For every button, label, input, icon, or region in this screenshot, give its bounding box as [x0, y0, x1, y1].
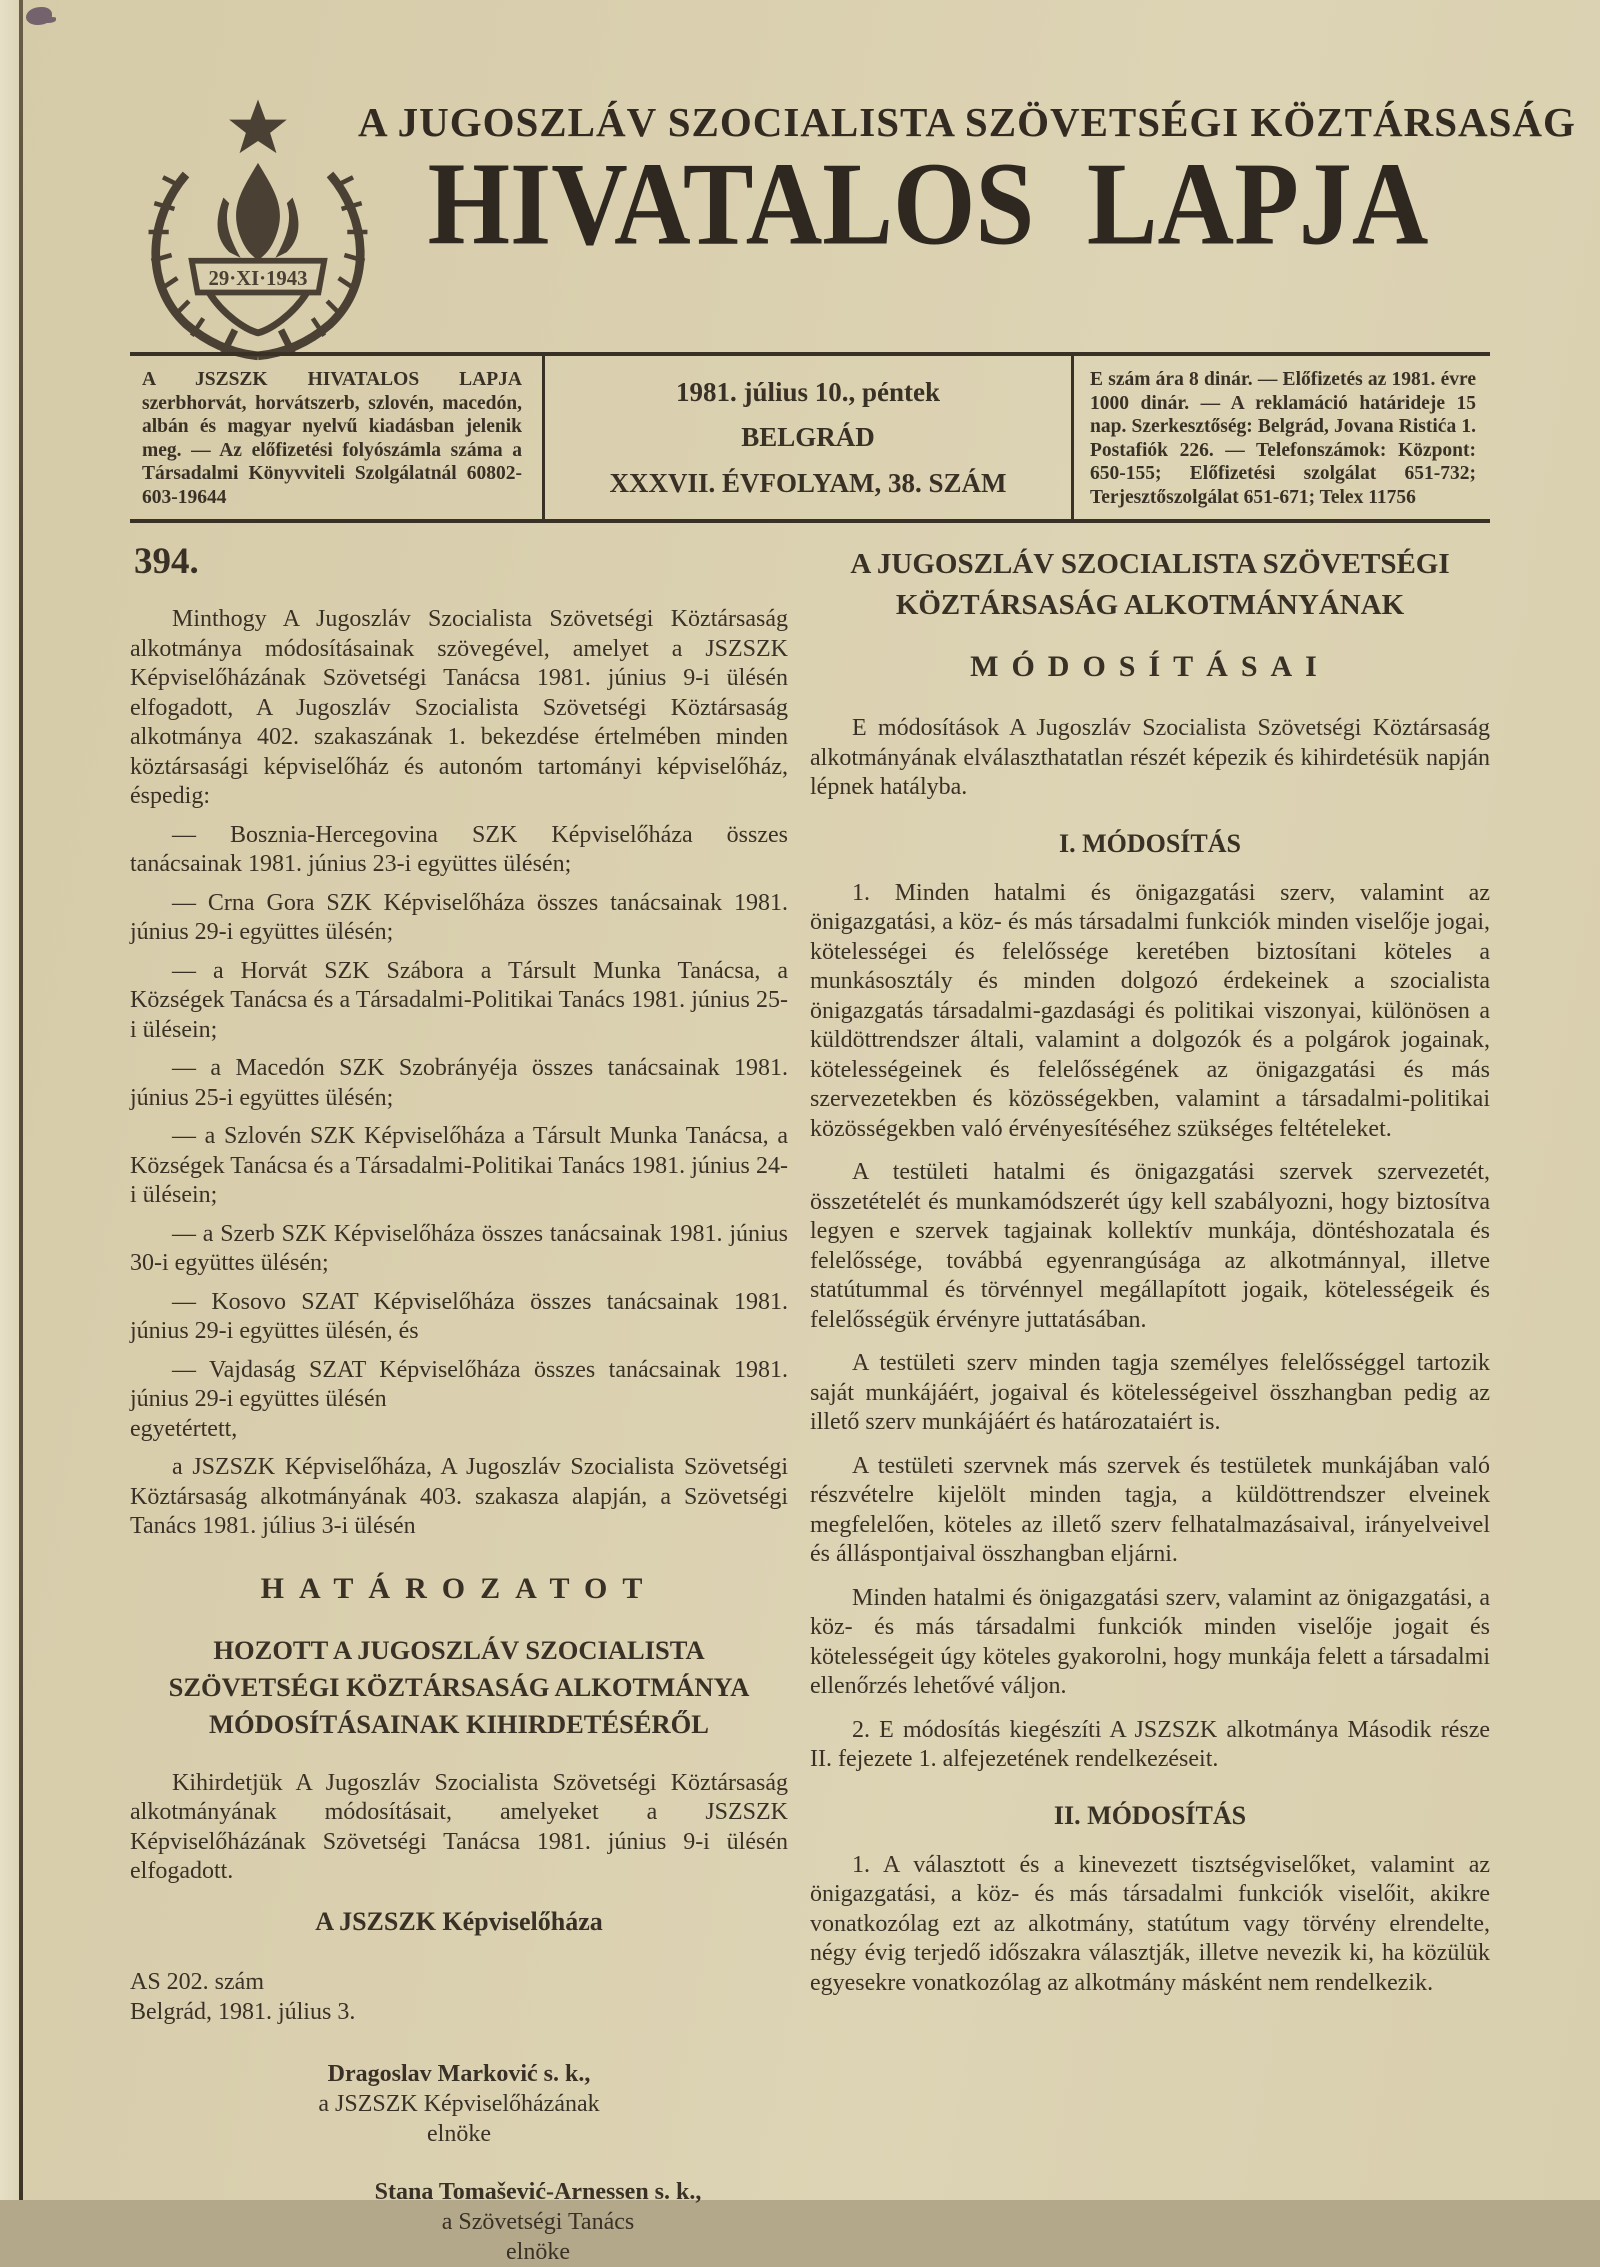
- emblem-date: 29·XI·1943: [208, 267, 308, 290]
- list-item: — Vajdaság SZAT Képviselőháza összes tanácsainak 1981. június 29-i együttes ülésén: [130, 1356, 788, 1412]
- reference-number: AS 202. szám: [130, 1968, 264, 1995]
- body-columns: [130, 540, 1490, 2267]
- signatory-role: a JSZSZK Képviselőházának: [318, 2090, 600, 2117]
- issue-date: 1981. július 10., péntek: [675, 376, 941, 407]
- signature-block: [244, 2059, 674, 2149]
- publication-info: A JSZSZK HIVATALOS LAPJA szerbhorvát, horvátszerb, szlovén, macedón, albán és magyar nyelvű kiadásban jelenik meg. — Az előfizetési folyószámla száma a Társadalmi Könyvviteli Szolgálatnál 60802-603-19644: [142, 369, 522, 508]
- place-date-line: Belgrád, 1981. július 3.: [130, 1998, 356, 2025]
- article-intro: Minthogy A Jugoszláv Szocialista Szövetségi Köztársaság alkotmánya módosításainak szövegével, amelyet a JSZSZK Képviselőházának Szövetségi Tanácsa 1981. június 9-i ülésén elfogadott, A Jugoszláv Szocialista Szövetségi Köztársaság alkotmánya 402. szakaszának 1. bekezdése értelmében minden köztársasági képviselőház és autonóm tartományi képviselőház, éspedig:: [130, 606, 788, 809]
- paragraph: 1. Minden hatalmi és önigazgatási szerv, valamint az önigazgatási, a köz- és más társadalmi funkciók minden viselője jogai, kötelességei és felelőssége keretében biztosítani köteles a munkásosztály és minden dolgozó érdekeinek a szocialista önigazgatás társadalmi-gazdasági és politikai viszonyai, különösen a küldöttrendszer általi, valamint a dolgozók és a polgárok jogainak, kötelességeinek és felelősségének az önigazgatási és más szervezetekben és közösségekben, valamint a társadalmi-politikai közösségekben való érvényesítéséhez szükséges feltételeket.: [810, 879, 1490, 1142]
- issue-city: BELGRÁD: [741, 422, 875, 452]
- page-edge-line: [19, 0, 23, 2200]
- page-edge: [0, 0, 20, 2200]
- list-item: — a Macedón SZK Szobrányéja összes tanácsainak 1981. június 25-i együttes ülésén;: [130, 1055, 788, 1111]
- list-item: — a Szerb SZK Képviselőháza összes tanácsainak 1981. június 30-i együttes ülésén;: [130, 1220, 788, 1276]
- decree-word: HATÁROZATOT: [260, 1571, 658, 1605]
- signatory-name: Dragoslav Marković s. k.,: [327, 2060, 591, 2087]
- promulgation-paragraph: Kihirdetjük A Jugoszláv Szocialista Szövetségi Köztársaság alkotmányának módosításait, amelyeket a JSZSZK Képviselőházának Szövetségi Tanácsa 1981. június 9-i ülésén elfogadott.: [130, 1769, 788, 1884]
- masthead-title: HIVATALOS LAPJA: [427, 138, 1429, 270]
- issue-info: [542, 356, 1074, 519]
- paragraph: 1. A választott és a kinevezett tisztségviselőket, valamint az önigazgatási, a köz- és más társadalmi funkciók viselőit, akikre vonatkozólag ezt az alkotmány, statútum vagy törvény elrendelte, négy évig terjedő időszakra választják, illetve nevezik ki, ha közülük egyesekre vonatkozólag az alkotmány másként nem rendelkezik.: [810, 1851, 1490, 1996]
- signatory-role: elnöke: [506, 2238, 570, 2265]
- paragraph: Minden hatalmi és önigazgatási szerv, valamint az önigazgatási, a köz- és más társadalmi funkciók minden viselője jogait és kötelességeit úgy köteles gyakorolni, hogy munkája felett a társadalmi ellenőrzés lehetővé váljon.: [810, 1584, 1490, 1699]
- closing-paragraph: a JSZSZK Képviselőháza, A Jugoszláv Szocialista Szövetségi Köztársaság alkotmányának 403. szakasza alapján, a Szövetségi Tanács 1981. július 3-i ülésén: [130, 1454, 788, 1539]
- list-item: — Crna Gora SZK Képviselőháza összes tanácsainak 1981. június 29-i együttes ülésén;: [130, 889, 788, 945]
- paragraph: A testületi szervnek más szervek és testületek munkájában való részvételre kijelölt minden tagja, a küldöttrendszer elveinek megfelelően, köteles az illető szerv felhatalmazásaival, irányelveivel és álláspontjaival összhangban eljárni.: [810, 1452, 1490, 1567]
- signatory-name: Stana Tomašević-Arnessen s. k.,: [374, 2178, 702, 2205]
- signatory-role: a Szövetségi Tanács: [441, 2208, 635, 2235]
- amendments-title: A JUGOSZLÁV SZOCIALISTA SZÖVETSÉGI KÖZTÁRSASÁG ALKOTMÁNYÁNAK: [850, 548, 1450, 621]
- list-item: — Bosznia-Hercegovina SZK Képviselőháza összes tanácsainak 1981. június 23-i együttes ülésén;: [130, 821, 788, 877]
- masthead-supertitle: A JUGOSZLÁV SZOCIALISTA SZÖVETSÉGI KÖZTÁRSASÁG: [358, 99, 1576, 145]
- subscription-info: E szám ára 8 dinár. — Előfizetés az 1981. évre 1000 dinár. — A reklamáció határideje 15 nap. Szerkesztőség: Belgrád, Jovana Ristića 1. Postafiók 226. — Telefonszámok: Központ: 650-155; Előfizetési szolgálat 651-732; Terjesztőszolgálat 651-671; Telex 11756: [1090, 369, 1476, 508]
- amendments-preamble: E módosítások A Jugoszláv Szocialista Szövetségi Köztársaság alkotmányának elválaszthatatlan részét képezik és kihirdetésük napján lépnek hatályba.: [810, 715, 1490, 800]
- section-2-title: II. MÓDOSÍTÁS: [1053, 1800, 1247, 1830]
- decree-title: HOZOTT A JUGOSZLÁV SZOCIALISTA SZÖVETSÉGI KÖZTÁRSASÁG ALKOTMÁNYA MÓDOSÍTÁSAINAK KIHIRDETÉSÉRŐL: [168, 1634, 750, 1739]
- paragraph: 2. E módosítás kiegészíti A JSZSZK alkotmánya Második része II. fejezete 1. alfejezetének rendelkezéseit.: [810, 1716, 1490, 1772]
- left-column: [130, 540, 788, 2267]
- list-item: — a Horvát SZK Szábora a Társult Munka Tanácsa, a Községek Tanácsa és a Társadalmi-Politikai Tanács 1981. június 25-i ülésein;: [130, 957, 788, 1043]
- paragraph: A testületi szerv minden tagja személyes felelősséggel tartozik saját munkájáért, jogaival és kötelességeivel összhangban pedig az illető szerv munkájáért és határozataiért is.: [810, 1350, 1490, 1435]
- agreement-line: egyetértett,: [130, 1415, 238, 1442]
- info-bar: [130, 352, 1490, 523]
- section-1-title: I. MÓDOSÍTÁS: [1058, 828, 1242, 858]
- signature-block: [288, 2177, 788, 2267]
- signatory-role: elnöke: [427, 2120, 491, 2147]
- paragraph: A testületi hatalmi és önigazgatási szervek szervezetét, összetételét és munkamódszerét úgy kell szabályozni, hogy biztosítva legyen e szervek tagjainak kollektív munkája, döntéshozatala és felelőssége, továbbá egyenrangúsága az alkotmánnyal, illetve statútummal és törvénnyel megállapított jogaik, kötelességeik és felelősségük érvényre juttatásában.: [810, 1159, 1490, 1333]
- ink-blot: [26, 7, 52, 25]
- amendments-subtitle: MÓDOSÍTÁSAI: [970, 650, 1330, 683]
- issue-volume: XXXVII. ÉVFOLYAM, 38. SZÁM: [609, 467, 1007, 498]
- star-icon: [229, 100, 287, 154]
- issuer-line: A JSZSZK Képviselőháza: [315, 1906, 603, 1936]
- article-number: 394.: [134, 541, 199, 582]
- list-item: — a Szlovén SZK Képviselőháza a Társult Munka Tanácsa, a Községek Tanácsa és a Társadalmi-Politikai Tanács 1981. június 24-i ülésein;: [130, 1123, 788, 1208]
- list-item: — Kosovo SZAT Képviselőháza összes tanácsainak 1981. június 29-i együttes ülésén, és: [130, 1288, 788, 1344]
- right-column: [810, 540, 1490, 2267]
